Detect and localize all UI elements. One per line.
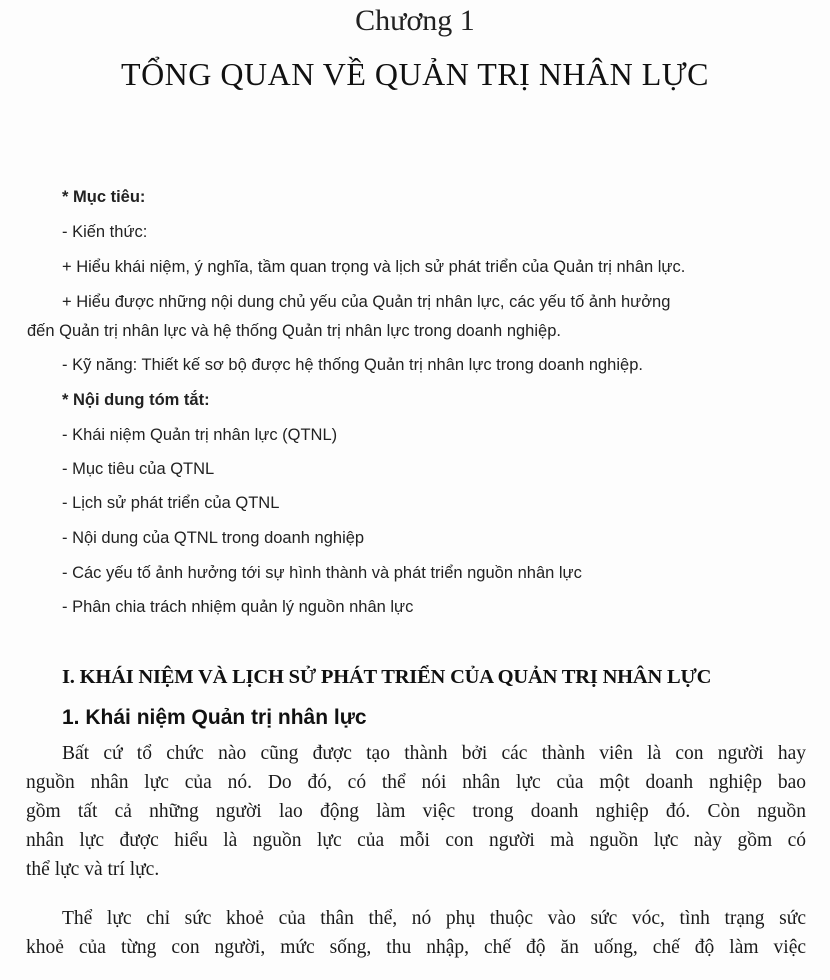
- objectives-heading: * Mục tiêu:: [62, 188, 146, 206]
- summary-item: - Các yếu tố ảnh hưởng tới sự hình thành và phát triển nguồn nhân lực: [62, 564, 582, 582]
- knowledge-item-2-line-1: + Hiểu được những nội dung chủ yếu của Quản trị nhân lực, các yếu tố ảnh hưởng: [62, 293, 671, 311]
- summary-item: - Mục tiêu của QTNL: [62, 460, 215, 478]
- body-paragraph-2: [26, 904, 806, 962]
- knowledge-item-1: + Hiểu khái niệm, ý nghĩa, tầm quan trọng và lịch sử phát triển của Quản trị nhân lực.: [62, 258, 686, 276]
- summary-item: - Phân chia trách nhiệm quản lý nguồn nhân lực: [62, 598, 414, 616]
- paragraph-line: gồm tất cả những người lao động làm việc trong doanh nghiệp đó. Còn nguồn: [26, 801, 806, 822]
- skills-item: - Kỹ năng: Thiết kế sơ bộ được hệ thống Quản trị nhân lực trong doanh nghiệp.: [62, 356, 643, 374]
- body-paragraph-1: [26, 739, 806, 884]
- subsection-heading: 1. Khái niệm Quản trị nhân lực: [62, 706, 367, 729]
- chapter-title: TỔNG QUAN VỀ QUẢN TRỊ NHÂN LỰC: [121, 56, 709, 92]
- chapter-number: Chương 1: [355, 4, 475, 37]
- summary-item: - Lịch sử phát triển của QTNL: [62, 494, 280, 512]
- paragraph-line: thể lực và trí lực.: [26, 859, 160, 880]
- summary-heading: * Nội dung tóm tắt:: [62, 391, 210, 409]
- summary-item: - Khái niệm Quản trị nhân lực (QTNL): [62, 426, 338, 444]
- paragraph-line: nhân lực được hiểu là nguồn lực của mỗi con người mà nguồn lực này gồm có: [26, 830, 806, 851]
- paragraph-line: Bất cứ tổ chức nào cũng được tạo thành bởi các thành viên là con người hay: [62, 743, 806, 764]
- paragraph-line: khoẻ của từng con người, mức sống, thu nhập, chế độ ăn uống, chế độ làm việc: [26, 937, 806, 958]
- paragraph-line: Thể lực chỉ sức khoẻ của thân thể, nó phụ thuộc vào sức vóc, tình trạng sức: [62, 908, 806, 929]
- summary-item: - Nội dung của QTNL trong doanh nghiệp: [62, 529, 365, 547]
- section-heading: I. KHÁI NIỆM VÀ LỊCH SỬ PHÁT TRIỂN CỦA QUẢN TRỊ NHÂN LỰC: [62, 666, 712, 688]
- paragraph-line: nguồn nhân lực của nó. Do đó, có thể nói nhân lực của một doanh nghiệp bao: [26, 772, 806, 793]
- knowledge-item-2-line-2: đến Quản trị nhân lực và hệ thống Quản trị nhân lực trong doanh nghiệp.: [27, 322, 561, 340]
- knowledge-label: - Kiến thức:: [62, 223, 148, 241]
